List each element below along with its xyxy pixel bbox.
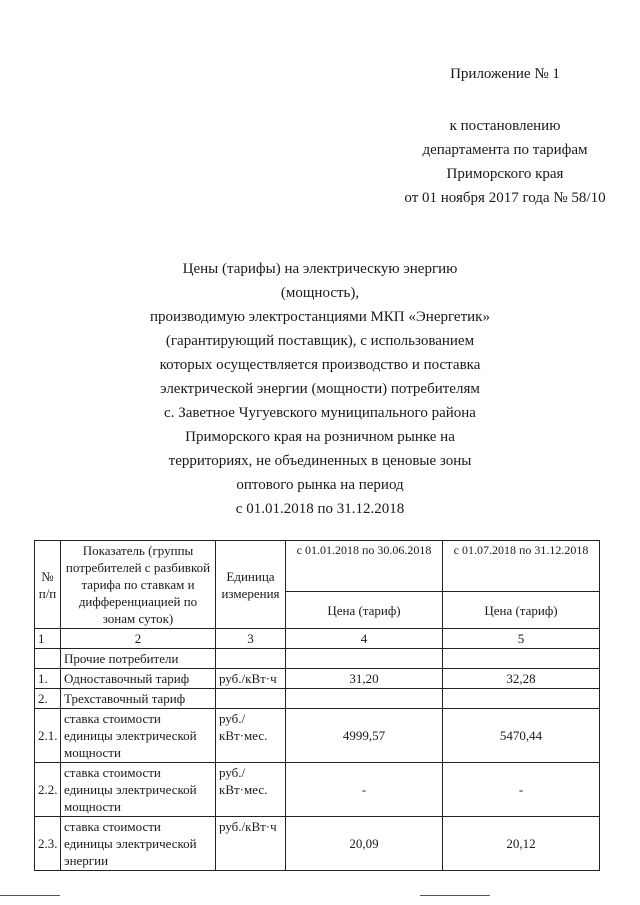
row-name: ставка стоимости единицы электрической энергии xyxy=(61,817,216,871)
row-num: 1. xyxy=(35,669,61,689)
row-num: 2.1. xyxy=(35,709,61,763)
scan-edge-mark xyxy=(420,895,490,896)
table-row xyxy=(35,689,600,709)
row-value-1: 20,09 xyxy=(286,817,443,871)
row-unit xyxy=(216,689,286,709)
row-name: Одноставочный тариф xyxy=(61,669,216,689)
row-value-2: 20,12 xyxy=(443,817,600,871)
column-number: 5 xyxy=(443,629,600,649)
row-unit: руб./кВт·мес. xyxy=(216,709,286,763)
row-name: Трехставочный тариф xyxy=(61,689,216,709)
row-name: ставка стоимости единицы электрической мощности xyxy=(61,709,216,763)
title-line: производимую электростанциями МКП «Энергетик» xyxy=(150,309,490,325)
column-number: 1 xyxy=(35,629,61,649)
title-line: (гарантирующий поставщик), с использованием xyxy=(165,333,475,349)
table-row xyxy=(35,763,600,817)
empty-cell xyxy=(443,649,600,669)
row-num: 2. xyxy=(35,689,61,709)
table-row xyxy=(35,817,600,871)
row-value-1 xyxy=(286,689,443,709)
title-line: территориях, не объединенных в ценовые зоны xyxy=(168,453,472,469)
title-line: с 01.01.2018 по 31.12.2018 xyxy=(235,501,405,517)
appendix-block xyxy=(380,62,630,210)
row-unit: руб./кВт·ч xyxy=(216,669,286,689)
row-name: ставка стоимости единицы электрической мощности xyxy=(61,763,216,817)
table-row xyxy=(35,709,600,763)
appendix-line: департамента по тарифам xyxy=(422,142,588,158)
empty-cell xyxy=(216,649,286,669)
table-header-row xyxy=(35,541,600,592)
document-title xyxy=(150,257,490,521)
empty-cell xyxy=(286,649,443,669)
table-row xyxy=(35,669,600,689)
title-line: с. Заветное Чугуевского муниципального района xyxy=(164,405,476,421)
header-num: № п/п xyxy=(35,541,61,629)
title-line: Цены (тарифы) на электрическую энергию (мощность), xyxy=(182,261,458,301)
header-price-2: Цена (тариф) xyxy=(443,592,600,629)
empty-cell xyxy=(35,649,61,669)
row-value-1: 31,20 xyxy=(286,669,443,689)
table-row xyxy=(35,649,600,669)
section-label: Прочие потребители xyxy=(61,649,216,669)
title-line: оптового рынка на период xyxy=(236,477,404,493)
row-value-2: 5470,44 xyxy=(443,709,600,763)
row-value-1: - xyxy=(286,763,443,817)
appendix-line: от 01 ноября 2017 года № 58/10 xyxy=(404,190,606,206)
row-num: 2.3. xyxy=(35,817,61,871)
title-line: которых осуществляется производство и поставка xyxy=(159,357,481,373)
header-unit: Единица измерения xyxy=(216,541,286,629)
tariff-table xyxy=(34,540,600,871)
column-number: 3 xyxy=(216,629,286,649)
column-numbers-row xyxy=(35,629,600,649)
row-unit: руб./кВт·мес. xyxy=(216,763,286,817)
appendix-number: Приложение № 1 xyxy=(450,66,560,82)
row-value-1: 4999,57 xyxy=(286,709,443,763)
header-period-1: с 01.01.2018 по 30.06.2018 xyxy=(286,541,443,592)
title-line: Приморского края на розничном рынке на xyxy=(185,429,455,445)
row-unit: руб./кВт·ч xyxy=(216,817,286,871)
appendix-line: Приморского края xyxy=(446,166,564,182)
row-num: 2.2. xyxy=(35,763,61,817)
header-price-1: Цена (тариф) xyxy=(286,592,443,629)
row-value-2 xyxy=(443,689,600,709)
row-value-2: - xyxy=(443,763,600,817)
row-value-2: 32,28 xyxy=(443,669,600,689)
header-period-2: с 01.07.2018 по 31.12.2018 xyxy=(443,541,600,592)
header-indicator: Показатель (группы потребителей с разбивкой тарифа по ставкам и дифференциацией по зонам суток) xyxy=(61,541,216,629)
title-line: электрической энергии (мощности) потребителям xyxy=(160,381,480,397)
column-number: 4 xyxy=(286,629,443,649)
appendix-line: к постановлению xyxy=(449,118,561,134)
scan-edge-mark xyxy=(0,895,60,896)
column-number: 2 xyxy=(61,629,216,649)
